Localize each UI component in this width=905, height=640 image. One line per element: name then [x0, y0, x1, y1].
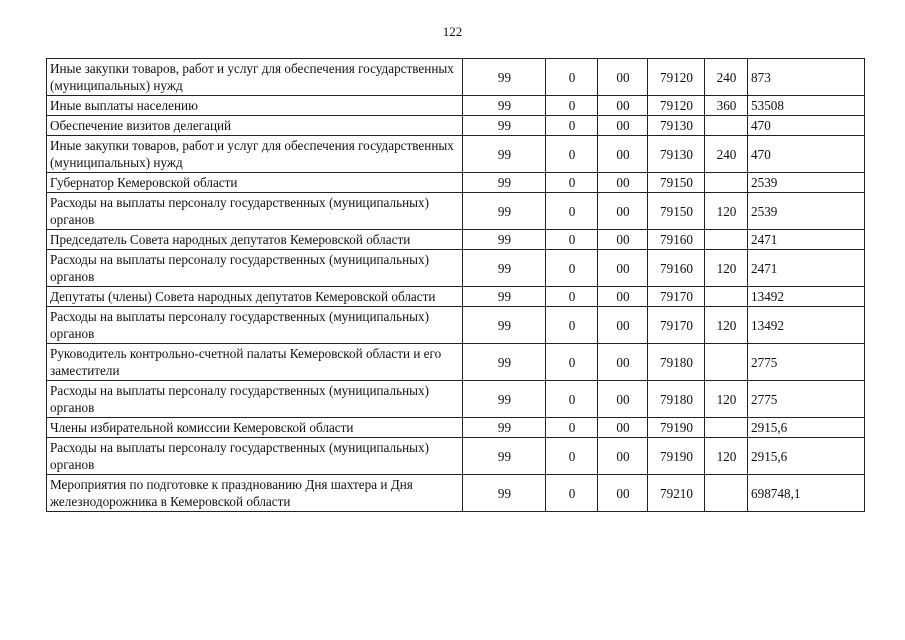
row-name-cell: Расходы на выплаты персоналу государственных (муниципальных) органов	[47, 438, 463, 475]
expense-type-code-cell: 120	[705, 438, 748, 475]
expense-type-code-cell: 240	[705, 59, 748, 96]
row-name-cell: Расходы на выплаты персоналу государственных (муниципальных) органов	[47, 307, 463, 344]
row-name-cell: Мероприятия по подготовке к празднованию Дня шахтера и Дня железнодорожника в Кемеровской области	[47, 475, 463, 512]
table-row	[47, 438, 865, 475]
amount-cell: 2539	[748, 173, 865, 193]
direction-code-cell: 79170	[648, 307, 705, 344]
row-name-cell: Руководитель контрольно-счетной палаты Кемеровской области и его заместители	[47, 344, 463, 381]
expense-type-code-cell: 120	[705, 193, 748, 230]
row-name-cell: Иные закупки товаров, работ и услуг для обеспечения государственных (муниципальных) нужд	[47, 136, 463, 173]
direction-code-cell: 79190	[648, 438, 705, 475]
chapter-code-cell: 99	[463, 250, 546, 287]
table-row	[47, 230, 865, 250]
table-row	[47, 116, 865, 136]
expense-type-code-cell	[705, 230, 748, 250]
row-name-cell: Иные закупки товаров, работ и услуг для обеспечения государственных (муниципальных) нужд	[47, 59, 463, 96]
subprogram-code-cell: 0	[546, 438, 598, 475]
subprogram-code-cell: 0	[546, 307, 598, 344]
direction-code-cell: 79170	[648, 287, 705, 307]
expense-type-code-cell: 120	[705, 381, 748, 418]
table-row	[47, 250, 865, 287]
subprogram-code-cell: 0	[546, 418, 598, 438]
amount-cell: 698748,1	[748, 475, 865, 512]
expense-type-code-cell: 120	[705, 307, 748, 344]
row-name-cell: Расходы на выплаты персоналу государственных (муниципальных) органов	[47, 250, 463, 287]
table-row	[47, 193, 865, 230]
direction-code-cell: 79180	[648, 381, 705, 418]
direction-code-cell: 79130	[648, 116, 705, 136]
direction-code-cell: 79190	[648, 418, 705, 438]
direction-code-cell: 79160	[648, 230, 705, 250]
amount-cell: 2471	[748, 250, 865, 287]
expense-type-code-cell: 240	[705, 136, 748, 173]
chapter-code-cell: 99	[463, 230, 546, 250]
main-activity-code-cell: 00	[598, 116, 648, 136]
amount-cell: 13492	[748, 307, 865, 344]
main-activity-code-cell: 00	[598, 438, 648, 475]
direction-code-cell: 79120	[648, 96, 705, 116]
subprogram-code-cell: 0	[546, 475, 598, 512]
subprogram-code-cell: 0	[546, 96, 598, 116]
budget-table-body	[47, 59, 865, 512]
main-activity-code-cell: 00	[598, 418, 648, 438]
main-activity-code-cell: 00	[598, 230, 648, 250]
subprogram-code-cell: 0	[546, 381, 598, 418]
expense-type-code-cell	[705, 344, 748, 381]
direction-code-cell: 79160	[648, 250, 705, 287]
table-row	[47, 173, 865, 193]
row-name-cell: Расходы на выплаты персоналу государственных (муниципальных) органов	[47, 193, 463, 230]
subprogram-code-cell: 0	[546, 193, 598, 230]
expense-type-code-cell	[705, 475, 748, 512]
chapter-code-cell: 99	[463, 59, 546, 96]
main-activity-code-cell: 00	[598, 136, 648, 173]
chapter-code-cell: 99	[463, 307, 546, 344]
chapter-code-cell: 99	[463, 173, 546, 193]
chapter-code-cell: 99	[463, 193, 546, 230]
subprogram-code-cell: 0	[546, 59, 598, 96]
direction-code-cell: 79120	[648, 59, 705, 96]
row-name-cell: Члены избирательной комиссии Кемеровской области	[47, 418, 463, 438]
table-row	[47, 344, 865, 381]
direction-code-cell: 79150	[648, 193, 705, 230]
main-activity-code-cell: 00	[598, 193, 648, 230]
amount-cell: 2915,6	[748, 418, 865, 438]
main-activity-code-cell: 00	[598, 307, 648, 344]
amount-cell: 13492	[748, 287, 865, 307]
main-activity-code-cell: 00	[598, 475, 648, 512]
direction-code-cell: 79130	[648, 136, 705, 173]
table-row	[47, 96, 865, 116]
direction-code-cell: 79180	[648, 344, 705, 381]
direction-code-cell: 79150	[648, 173, 705, 193]
main-activity-code-cell: 00	[598, 344, 648, 381]
direction-code-cell: 79210	[648, 475, 705, 512]
amount-cell: 53508	[748, 96, 865, 116]
subprogram-code-cell: 0	[546, 344, 598, 381]
chapter-code-cell: 99	[463, 475, 546, 512]
expense-type-code-cell	[705, 173, 748, 193]
row-name-cell: Обеспечение визитов делегаций	[47, 116, 463, 136]
main-activity-code-cell: 00	[598, 381, 648, 418]
subprogram-code-cell: 0	[546, 250, 598, 287]
table-row	[47, 475, 865, 512]
main-activity-code-cell: 00	[598, 59, 648, 96]
budget-table	[46, 58, 865, 512]
amount-cell: 470	[748, 116, 865, 136]
chapter-code-cell: 99	[463, 438, 546, 475]
expense-type-code-cell: 120	[705, 250, 748, 287]
subprogram-code-cell: 0	[546, 230, 598, 250]
main-activity-code-cell: 00	[598, 287, 648, 307]
chapter-code-cell: 99	[463, 344, 546, 381]
chapter-code-cell: 99	[463, 116, 546, 136]
table-row	[47, 418, 865, 438]
chapter-code-cell: 99	[463, 287, 546, 307]
amount-cell: 2915,6	[748, 438, 865, 475]
table-row	[47, 287, 865, 307]
main-activity-code-cell: 00	[598, 250, 648, 287]
table-row	[47, 136, 865, 173]
expense-type-code-cell: 360	[705, 96, 748, 116]
table-row	[47, 307, 865, 344]
chapter-code-cell: 99	[463, 136, 546, 173]
amount-cell: 2539	[748, 193, 865, 230]
chapter-code-cell: 99	[463, 96, 546, 116]
row-name-cell: Расходы на выплаты персоналу государственных (муниципальных) органов	[47, 381, 463, 418]
expense-type-code-cell	[705, 418, 748, 438]
amount-cell: 873	[748, 59, 865, 96]
expense-type-code-cell	[705, 287, 748, 307]
main-activity-code-cell: 00	[598, 96, 648, 116]
row-name-cell: Иные выплаты населению	[47, 96, 463, 116]
subprogram-code-cell: 0	[546, 116, 598, 136]
subprogram-code-cell: 0	[546, 136, 598, 173]
expense-type-code-cell	[705, 116, 748, 136]
amount-cell: 470	[748, 136, 865, 173]
table-row	[47, 381, 865, 418]
chapter-code-cell: 99	[463, 418, 546, 438]
amount-cell: 2775	[748, 344, 865, 381]
row-name-cell: Губернатор Кемеровской области	[47, 173, 463, 193]
chapter-code-cell: 99	[463, 381, 546, 418]
subprogram-code-cell: 0	[546, 287, 598, 307]
amount-cell: 2471	[748, 230, 865, 250]
subprogram-code-cell: 0	[546, 173, 598, 193]
table-row	[47, 59, 865, 96]
row-name-cell: Депутаты (члены) Совета народных депутатов Кемеровской области	[47, 287, 463, 307]
page-number: 122	[442, 24, 463, 39]
main-activity-code-cell: 00	[598, 173, 648, 193]
row-name-cell: Председатель Совета народных депутатов Кемеровской области	[47, 230, 463, 250]
amount-cell: 2775	[748, 381, 865, 418]
